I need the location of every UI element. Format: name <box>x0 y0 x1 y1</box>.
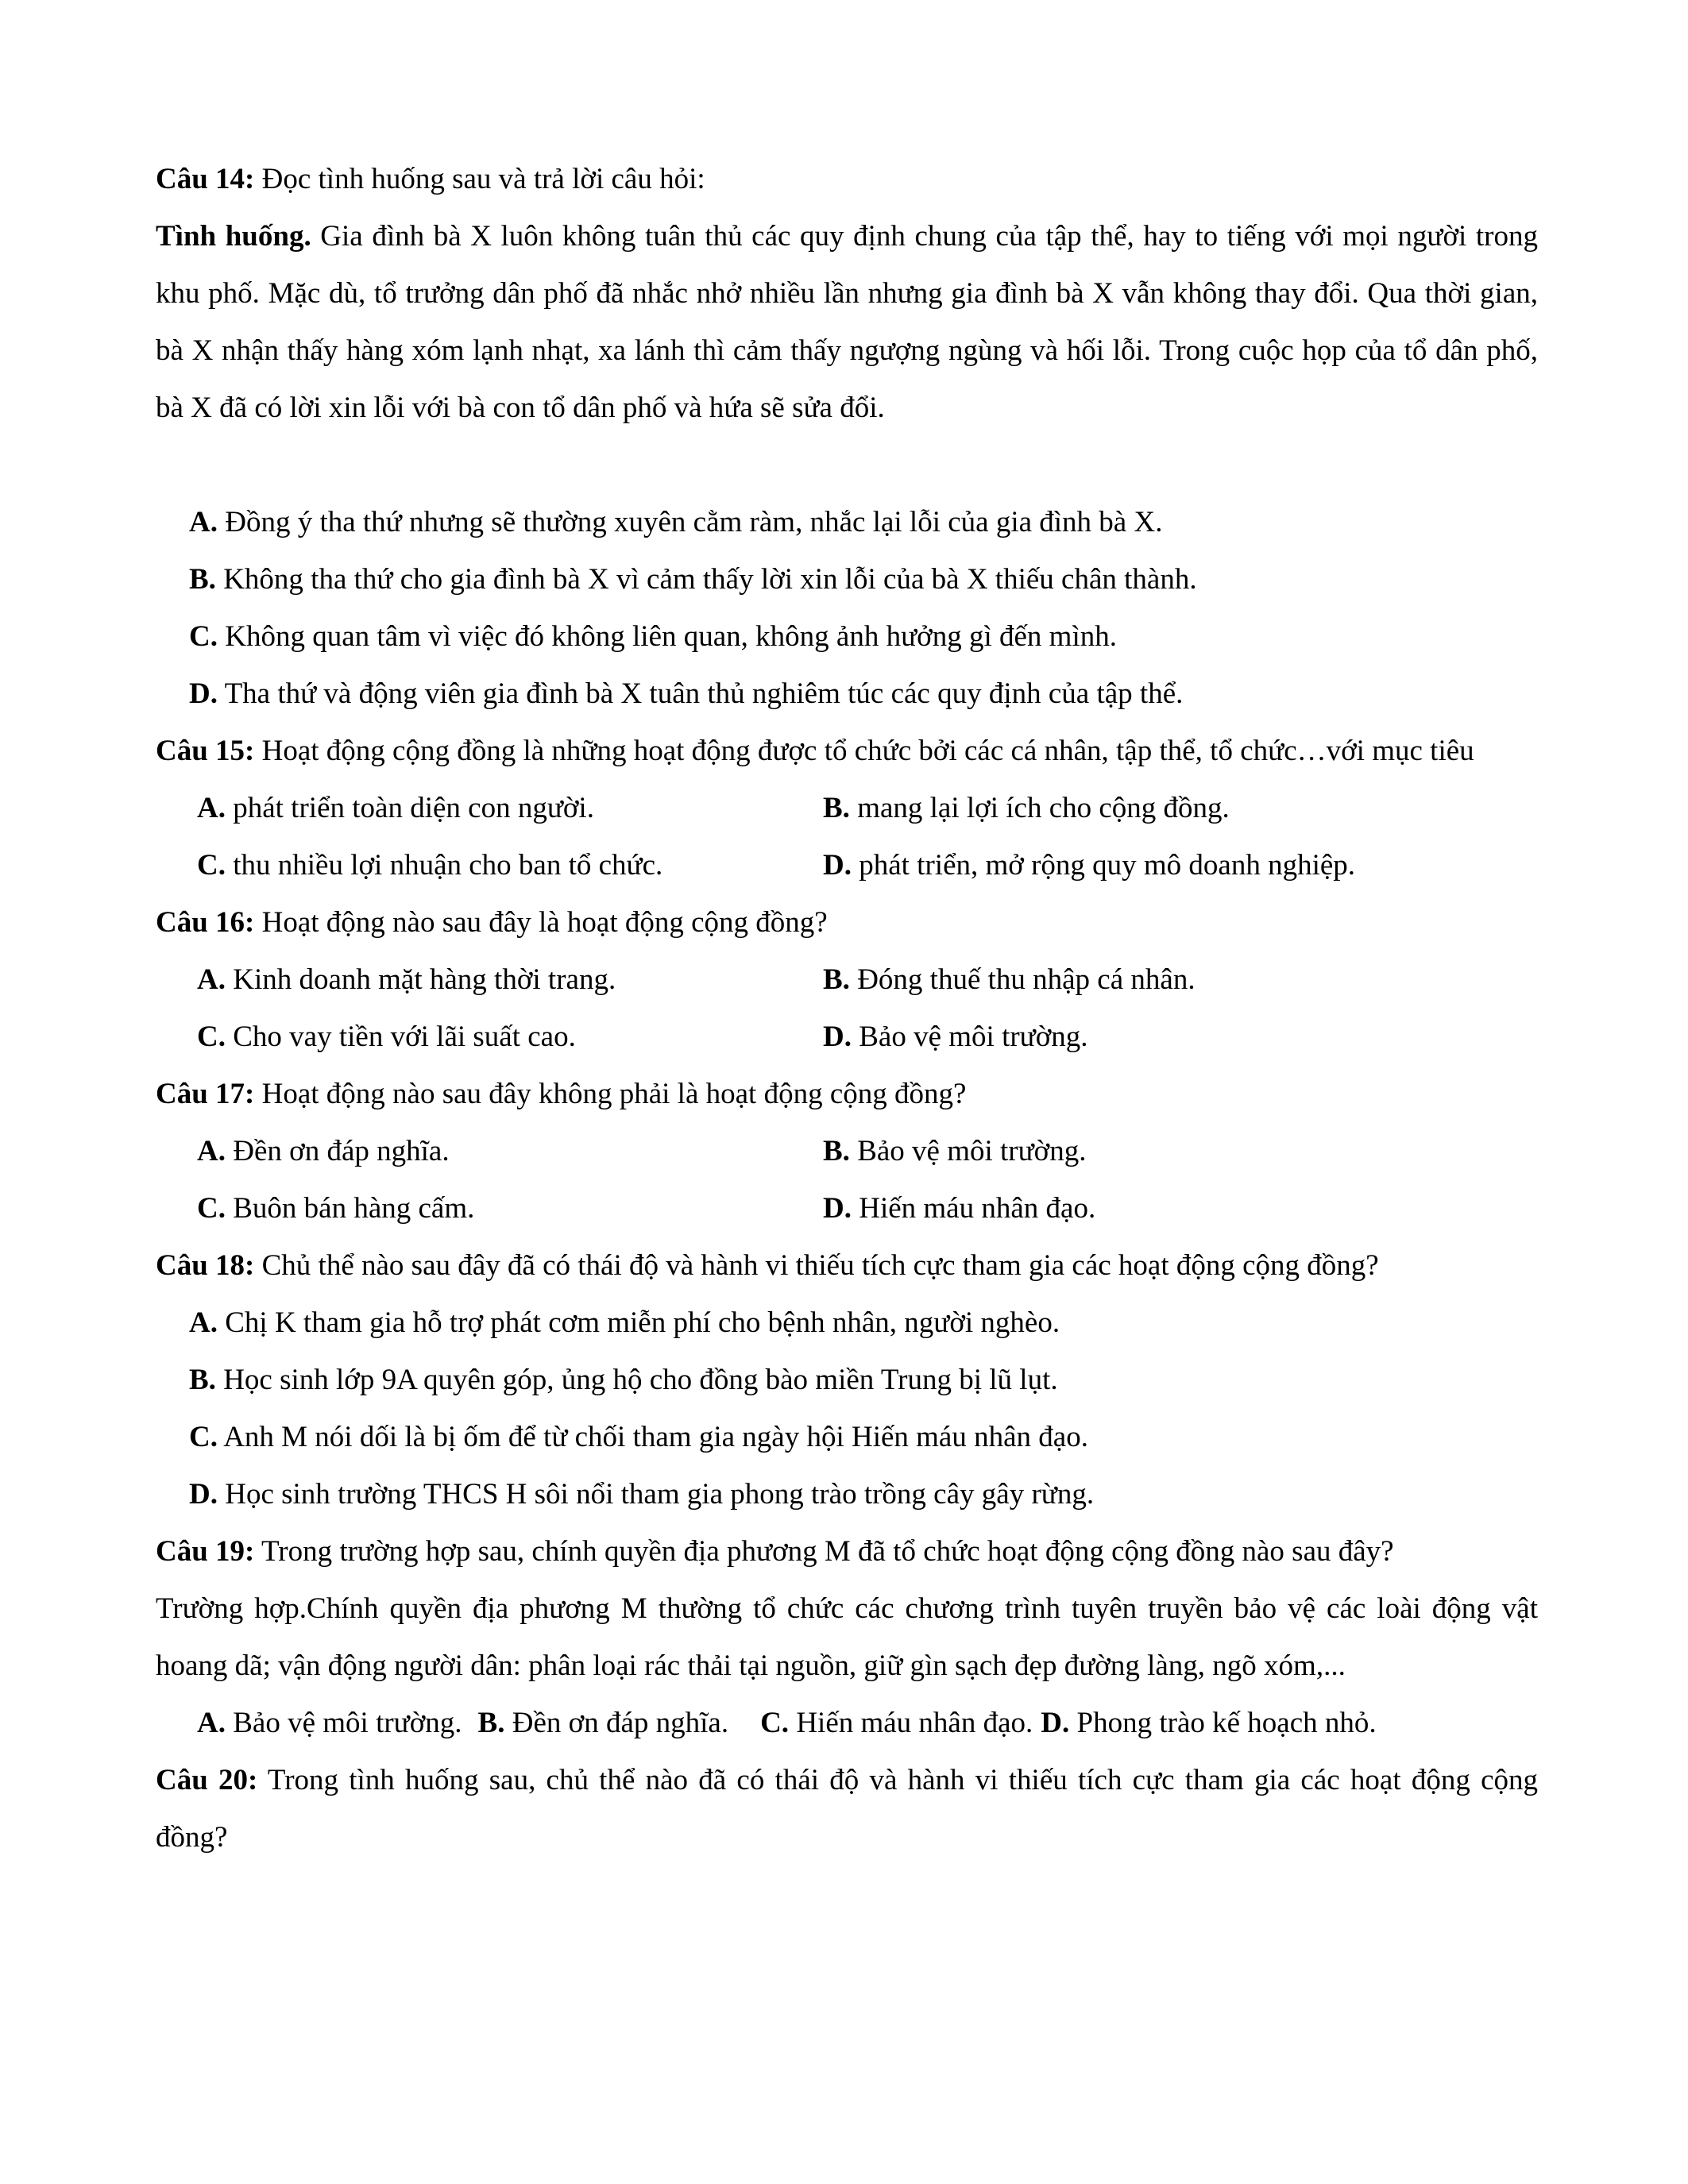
option-b: B. Học sinh lớp 9A quyên góp, ủng hộ cho đồng bào miền Trung bị lũ lụt. <box>189 1364 1058 1396</box>
question-stem: Câu 17: Hoạt động nào sau đây không phải là hoạt động cộng đồng? <box>156 1078 967 1110</box>
option-b: B. Không tha thứ cho gia đình bà X vì cảm thấy lời xin lỗi của bà X thiếu chân thành. <box>189 563 1197 596</box>
question-19 <box>156 1523 1538 1752</box>
question-label: Câu 15: <box>156 735 255 767</box>
question-stem: Câu 16: Hoạt động nào sau đây là hoạt động cộng đồng? <box>156 906 828 939</box>
options-row <box>156 1695 1538 1752</box>
question-stem: Câu 18: Chủ thể nào sau đây đã có thái độ và hành vi thiếu tích cực tham gia các hoạt động cộng đồng? <box>156 1249 1379 1282</box>
question-stem: Câu 15: Hoạt động cộng đồng là những hoạt động được tổ chức bởi các cá nhân, tập thể, tổ chức…với mục tiêu <box>156 735 1474 767</box>
spacer <box>156 437 1538 494</box>
options-row <box>156 1009 1538 1066</box>
question-label: Câu 16: <box>156 906 255 939</box>
question-label: Câu 14: <box>156 163 255 195</box>
question-label: Câu 20: <box>156 1764 258 1796</box>
question-stem: Câu 20: Trong tình huống sau, chủ thể nào đã có thái độ và hành vi thiếu tích cực tham gia các hoạt động cộng đồng? <box>156 1764 1538 1854</box>
option-c: C. Cho vay tiền với lãi suất cao. <box>197 1021 576 1053</box>
options-row <box>156 951 1538 1009</box>
question-label: Câu 18: <box>156 1249 255 1282</box>
option-b: B. Bảo vệ môi trường. <box>823 1135 1087 1167</box>
option-d: D. Phong trào kế hoạch nhỏ. <box>1041 1707 1377 1739</box>
option-d: D. Hiến máu nhân đạo. <box>823 1192 1096 1225</box>
question-label: Câu 17: <box>156 1078 255 1110</box>
option-a: A. Chị K tham gia hỗ trợ phát cơm miễn phí cho bệnh nhân, người nghèo. <box>189 1306 1060 1339</box>
document-page <box>156 151 1538 1866</box>
question-stem: Câu 14: Đọc tình huống sau và trả lời câu hỏi: <box>156 163 705 195</box>
options-row <box>156 1180 1538 1237</box>
option-c: C. Hiến máu nhân đạo. <box>760 1707 1033 1739</box>
question-15 <box>156 723 1538 894</box>
options-row <box>156 837 1538 894</box>
question-label: Câu 19: <box>156 1535 255 1568</box>
question-17 <box>156 1066 1538 1237</box>
option-c: C. Anh M nói dối là bị ốm để từ chối tham gia ngày hội Hiến máu nhân đạo. <box>189 1421 1088 1453</box>
options-row <box>156 1123 1538 1180</box>
options-row <box>156 780 1538 837</box>
option-a: A. Đồng ý tha thứ nhưng sẽ thường xuyên cằm ràm, nhắc lại lỗi của gia đình bà X. <box>189 506 1163 538</box>
option-a: A. Kinh doanh mặt hàng thời trang. <box>197 963 616 996</box>
option-d: D. phát triển, mở rộng quy mô doanh nghiệp. <box>823 849 1356 882</box>
question-14 <box>156 151 1538 723</box>
option-c: C. Buôn bán hàng cấm. <box>197 1192 475 1225</box>
option-c: C. Không quan tâm vì việc đó không liên quan, không ảnh hưởng gì đến mình. <box>189 620 1117 653</box>
option-b: B. Đóng thuế thu nhập cá nhân. <box>823 963 1196 996</box>
option-d: D. Học sinh trường THCS H sôi nổi tham gia phong trào trồng cây gây rừng. <box>189 1478 1095 1511</box>
question-18 <box>156 1237 1538 1523</box>
scenario-text: Tình huống. Gia đình bà X luôn không tuân thủ các quy định chung của tập thể, hay to tiếng với mọi người trong khu phố. Mặc dù, tổ trưởng dân phố đã nhắc nhở nhiều lần nhưng gia đình bà X vẫn không thay đổi. Qua thời gian, bà X nhận thấy hàng xóm lạnh nhạt, xa lánh thì cảm thấy ngượng ngùng và hối lỗi. Trong cuộc họp của tổ dân phố, bà X đã có lời xin lỗi với bà con tổ dân phố và hứa sẽ sửa đổi. <box>156 220 1538 424</box>
scenario-label: Tình huống. <box>156 220 311 253</box>
option-a: A. Bảo vệ môi trường. <box>197 1707 462 1739</box>
option-b: B. Đền ơn đáp nghĩa. <box>477 1707 729 1739</box>
option-a: A. Đền ơn đáp nghĩa. <box>197 1135 450 1167</box>
question-16 <box>156 894 1538 1066</box>
scenario-text: Trường hợp.Chính quyền địa phương M thường tổ chức các chương trình tuyên truyền bảo vệ các loài động vật hoang dã; vận động người dân: phân loại rác thải tại nguồn, giữ gìn sạch đẹp đường làng, ngõ xóm,... <box>156 1592 1538 1682</box>
question-stem: Câu 19: Trong trường hợp sau, chính quyền địa phương M đã tổ chức hoạt động cộng đồng nào sau đây? <box>156 1535 1394 1568</box>
question-20 <box>156 1752 1538 1866</box>
option-d: D. Tha thứ và động viên gia đình bà X tuân thủ nghiêm túc các quy định của tập thể. <box>189 677 1184 710</box>
option-a: A. phát triển toàn diện con người. <box>197 792 594 824</box>
option-d: D. Bảo vệ môi trường. <box>823 1021 1088 1053</box>
option-c: C. thu nhiều lợi nhuận cho ban tổ chức. <box>197 849 663 882</box>
option-b: B. mang lại lợi ích cho cộng đồng. <box>823 792 1230 824</box>
